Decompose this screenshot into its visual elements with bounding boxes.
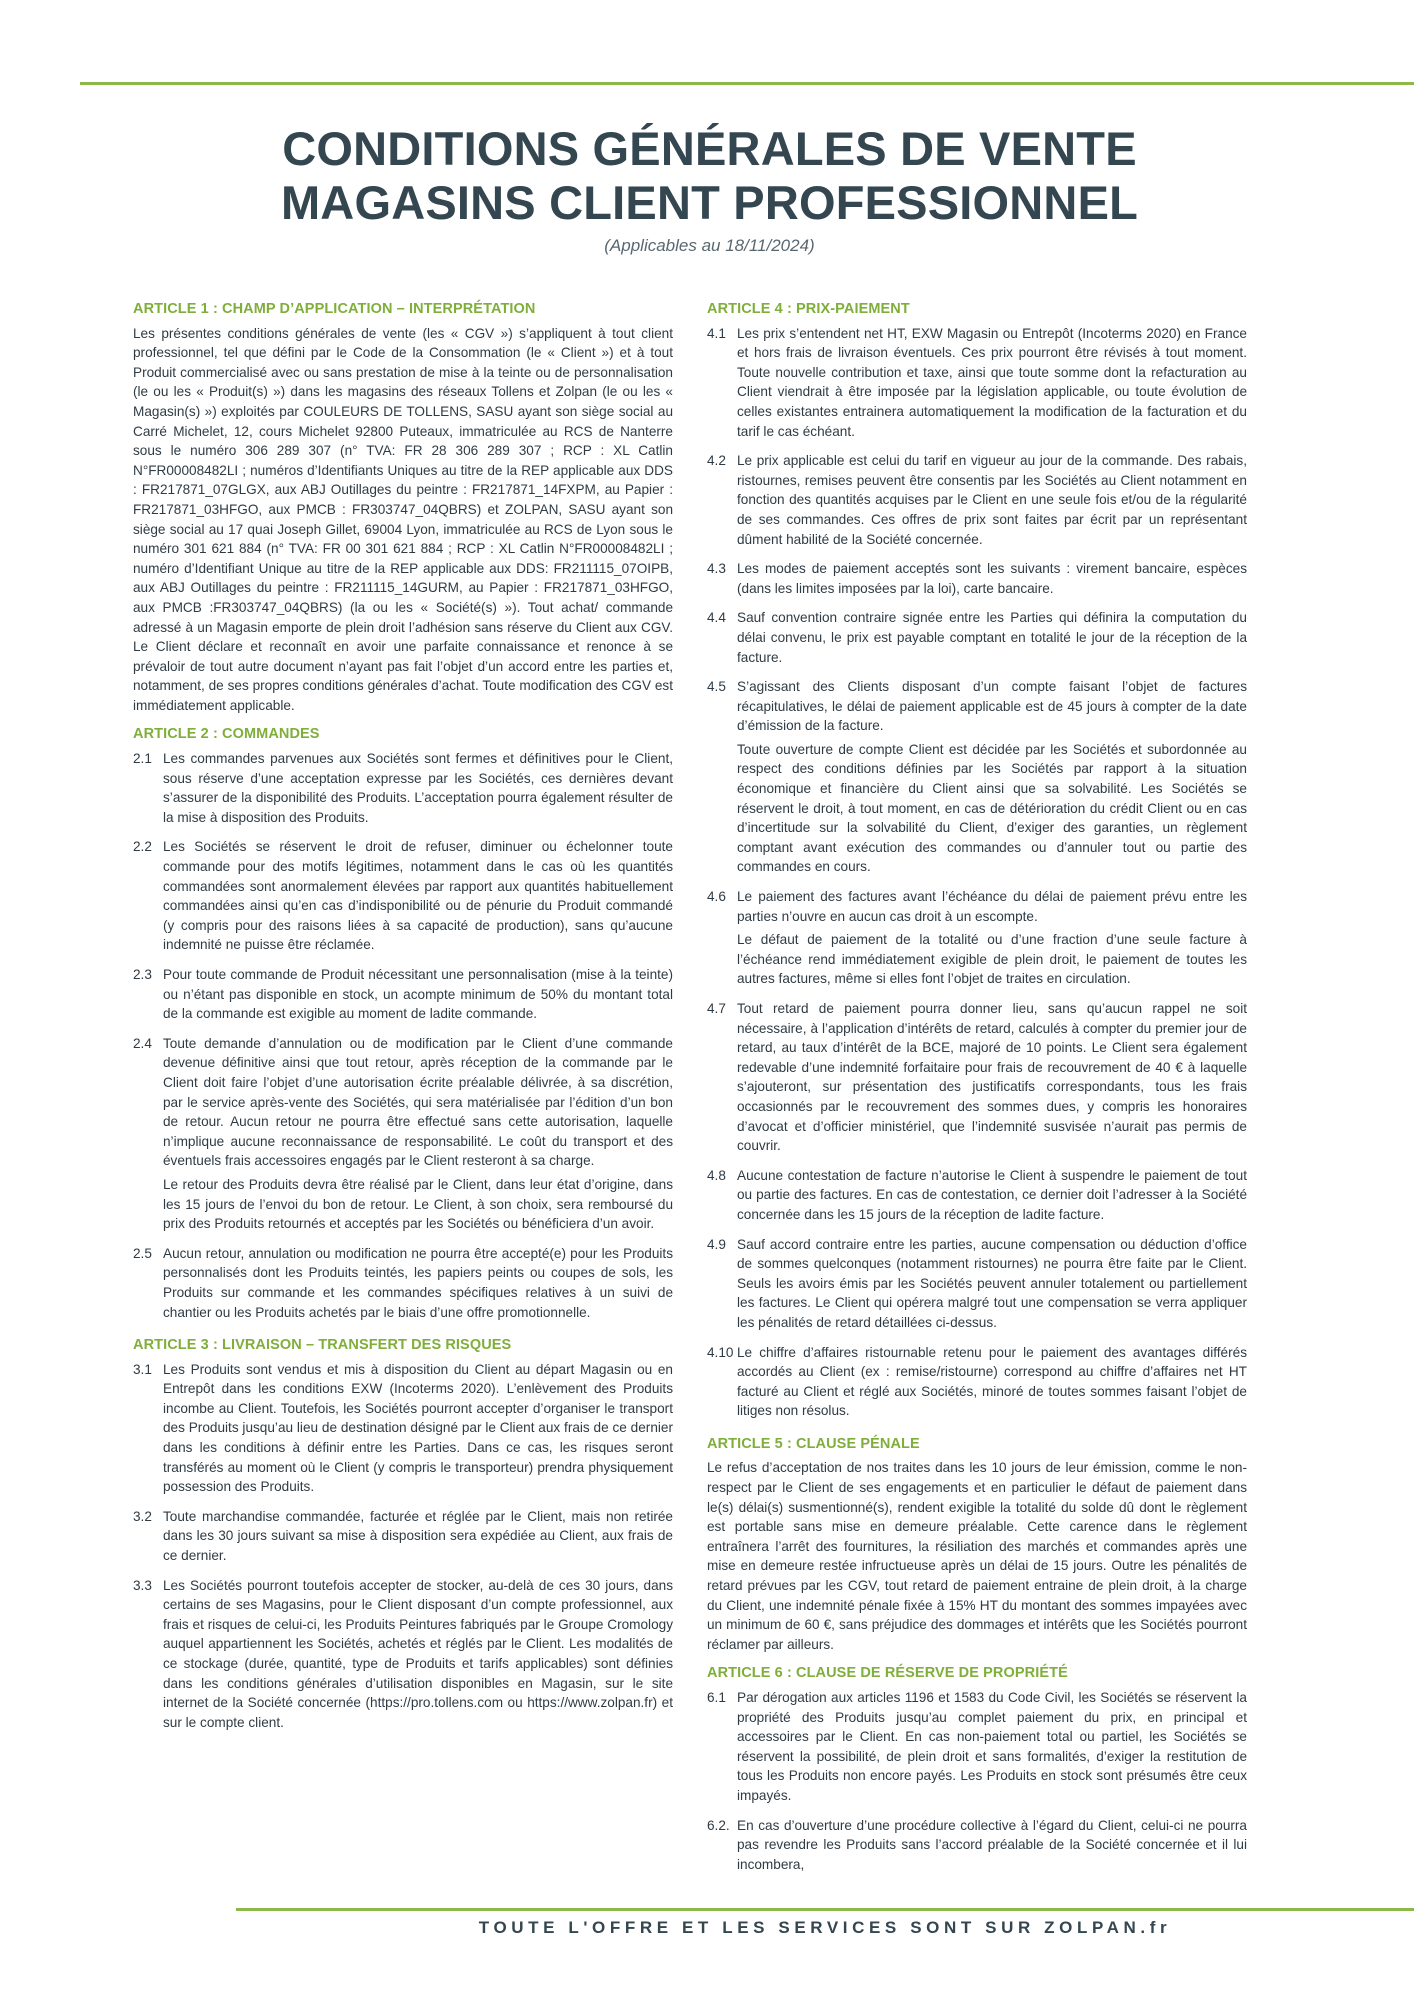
clause-text: Les Produits sont vendus et mis à disposition du Client au départ Magasin ou en Entrepôt dans les conditions EXW (Incoterms 2020). L’enlèvement des Produits incombe au Client. Toutefois, les Sociétés pourront accepter d’organiser le transport des Produits jusqu’au lieu de destination désigné par le Client aux frais de ce dernier dans les conditions à définir entre les Parties. Dans ce cas, les risques seront transférés au moment où le Client (y compris le transporteur) prendra physiquement possession des Produits. (163, 1361, 673, 1495)
article-paragraph: Le refus d’acceptation de nos traites dans les 10 jours de leur émission, comme le non-respect par le Client de ses engagements et en particulier le défaut de paiement dans le(s) délai(s) susmentionné(s), rendent exigible la totalité du solde dû dont le règlement est portable sans mise en demeure préalable. Cette carence dans le règlement entraînera l’arrêt des fournitures, la résiliation des marchés et commandes après une mise en demeure restée infructueuse après un délai de 15 jours. Outre les pénalités de retard prévues par les CGV, tout retard de paiement entraine de plein droit, à la charge du Client, une indemnité pénale fixée à 15% HT du montant des sommes impayées avec un minimum de 60 €, sans préjudice des dommages et intérêts que les Sociétés pourront réclamer par ailleurs. (707, 1460, 1247, 1652)
clause-item (133, 1576, 673, 1737)
bottom-divider (236, 1908, 1414, 1911)
clause-body (163, 1034, 673, 1238)
clause-item (707, 451, 1247, 553)
clause-text: Sauf convention contraire signée entre les Parties qui définira la computation du délai convenu, le prix est payable comptant en totalité le jour de la réception de la facture. (737, 610, 1247, 665)
clause-number: 4.1 (707, 325, 726, 341)
clause-body (163, 1244, 673, 1326)
clause-body (163, 837, 673, 959)
clause-number: 4.8 (707, 1167, 726, 1183)
clause-text: Les prix s’entendent net HT, EXW Magasin ou Entrepôt (Incoterms 2020) en France et hors frais de livraison éventuels. Ces prix pourront être révisés à tout moment. Toute nouvelle contribution et taxe, ainsi que toute somme dont la refacturation au Client viendrait à être imposée par la législation applicable, ou toute évolution de celles existantes entrainera automatiquement la modification de la facturation et du tarif le cas échéant. (737, 325, 1247, 439)
article-title: ARTICLE 2 : COMMANDES (133, 726, 320, 743)
clause-body (163, 749, 673, 831)
article-section (707, 1664, 1247, 1878)
footer-tagline: TOUTE L'OFFRE ET LES SERVICES SONT SUR ZOLPAN.fr (478, 1918, 1172, 1937)
clause-body (737, 559, 1247, 602)
clause-number: 4.5 (707, 679, 726, 695)
clause-item (707, 677, 1247, 881)
clause-body (737, 1166, 1247, 1229)
clause-text: Les Sociétés pourront toutefois accepter de stocker, au-delà de ces 30 jours, dans certains de ses Magasins, pour le Client disposant d’un compte professionnel, aux frais et risques de celui-ci, les Produits Peintures fabriqués par le Groupe Cromology auquel appartiennent les Sociétés, achetés et réglés par le Client. Les modalités de ce stockage (durée, quantité, type de Produits et tarifs applicables) sont définies dans les conditions générales d’utilisation disponibles en Magasin, sur le site internet de la Société concernée (https://pro.tollens.com ou https://www.zolpan.fr) et sur le compte client. (163, 1577, 673, 1730)
clause-number: 4.4 (707, 610, 726, 626)
clause-item (707, 1343, 1247, 1425)
clause-number: 2.1 (133, 751, 152, 767)
article-section (133, 1336, 673, 1736)
clause-text: Le chiffre d’affaires ristournable retenu pour le paiement des avantages différés accordés au Client (ex : remise/ristourne) correspond au chiffre d’affaires net HT facturé au Client et réglé aux Sociétés, minoré de toutes sommes faisant l’objet de litiges non résolus. (737, 1344, 1247, 1419)
right-column (707, 300, 1247, 1888)
clause-body (737, 1688, 1247, 1810)
article-section (133, 300, 673, 715)
clause-number: 6.2. (707, 1817, 730, 1833)
clause-item (133, 1034, 673, 1238)
clause-number: 3.1 (133, 1361, 152, 1377)
clause-item (707, 608, 1247, 671)
article-title: ARTICLE 6 : CLAUSE DE RÉSERVE DE PROPRIÉTÉ (707, 1665, 1068, 1682)
clause-body (163, 1507, 673, 1570)
clause-number: 4.9 (707, 1236, 726, 1252)
clause-text: Le prix applicable est celui du tarif en vigueur au jour de la commande. Des rabais, ristournes, remises peuvent être consentis par les Sociétés au Client notamment en fonction des quantités acquises par le Client en une seule fois et/ou de la régularité de ses commandes. Ces offres de prix sont faites par écrit par un représentant dûment habilité de la Société concernée. (737, 453, 1247, 547)
clause-item (133, 837, 673, 959)
clause-body (737, 451, 1247, 553)
clause-item (133, 1244, 673, 1326)
clause-body (737, 1816, 1247, 1879)
clause-number: 3.2 (133, 1508, 152, 1524)
title-line-2: MAGASINS CLIENT PROFESSIONNEL (280, 176, 1139, 229)
clause-item (707, 1166, 1247, 1229)
clause-text: S’agissant des Clients disposant d’un compte faisant l’objet de factures récapitulatives, le délai de paiement applicable est de 45 jours à compter de la date d’émission de la facture. (737, 679, 1247, 734)
clause-item (707, 324, 1247, 446)
document-header (0, 122, 1419, 256)
clause-number: 4.6 (707, 889, 726, 905)
clause-item (707, 999, 1247, 1160)
clause-item (707, 887, 1247, 993)
clause-text: Aucune contestation de facture n’autorise le Client à suspendre le paiement de tout ou partie des factures. En cas de contestation, ce dernier doit l’adresser à la Société concernée dans les 15 jours de la réception de ladite facture. (737, 1167, 1247, 1222)
clause-item (133, 749, 673, 831)
document-title (0, 122, 1419, 230)
clause-text: Toute marchandise commandée, facturée et réglée par le Client, mais non retirée dans les 30 jours suivant sa mise à disposition sera expédiée au Client, aux frais de ce dernier. (163, 1508, 673, 1564)
clause-text: Le défaut de paiement de la totalité ou d’une fraction d’une seule facture à l’échéance rend immédiatement exigible de plein droit, le paiement de toutes les autres factures, même si elles font l’objet de traites en circulation. (737, 932, 1247, 987)
clause-item (707, 1688, 1247, 1810)
clause-text: Pour toute commande de Produit nécessitant une personnalisation (mise à la teinte) ou n’étant pas disponible en stock, un acompte minimum de 50% du montant total de la commande est exigible au moment de ladite commande. (163, 967, 673, 1022)
clause-body (737, 608, 1247, 671)
clause-item (133, 1507, 673, 1570)
clause-item (707, 1816, 1247, 1879)
article-title: ARTICLE 4 : PRIX-PAIEMENT (707, 301, 910, 317)
clause-text: Le retour des Produits devra être réalisé par le Client, dans leur état d’origine, dans les 15 jours de l’envoi du bon de retour. Le Client, à son choix, sera remboursé du prix des Produits retournés et acceptés par les Sociétés ou bénéficiera d’un avoir. (163, 1176, 673, 1232)
clause-number: 2.2 (133, 839, 152, 855)
clause-text: Tout retard de paiement pourra donner lieu, sans qu’aucun rappel ne soit nécessaire, à l’application d’intérêts de retard, calculés à compter du premier jour de retard, au taux d’intérêt de la BCE, majoré de 10 points. Le Client sera également redevable d’une indemnité forfaitaire pour frais de recouvrement de 40 € à laquelle s’ajouteront, sur présentation des justificatifs correspondants, tous les frais occasionnés par le recouvrement des sommes dues, y compris les honoraires d’avocat et d’officier ministériel, que l’indemnité susvisée n’aurait pas permis de couvrir. (737, 1001, 1247, 1154)
clause-number: 2.5 (133, 1245, 152, 1261)
clause-body (163, 965, 673, 1028)
clause-body (163, 1576, 673, 1737)
clause-item (133, 1360, 673, 1501)
clause-number: 4.7 (707, 1001, 726, 1016)
document-subtitle: (Applicables au 18/11/2024) (604, 236, 815, 255)
clause-number: 3.3 (133, 1577, 152, 1593)
clause-text: Toute demande d’annulation ou de modification par le Client d’une commande devenue définitive ainsi que tout retour, après réception de la commande par le Client doit faire l’objet d’une autorisation écrite préalable délivrée, à sa discrétion, par le service après-vente des Sociétés, qui sera matérialisée par l’édition d’un bon de retour. Aucun retour ne pourra être effectué sans cette autorisation, laquelle n’implique aucune reconnaissance de responsabilité. Le coût du transport et des éventuels frais accessoires engagés par le Client resteront à sa charge. (163, 1035, 673, 1169)
article-section (133, 725, 673, 1326)
clause-text: En cas d’ouverture d’une procédure collective à l’égard du Client, celui-ci ne pourra pas revendre les Produits sans l’accord préalable de la Société concernée et il lui incombera, (737, 1817, 1247, 1872)
clause-number: 6.1 (707, 1690, 726, 1705)
clause-body (163, 1360, 673, 1501)
article-title: ARTICLE 1 : CHAMP D’APPLICATION – INTERPRÉTATION (133, 301, 536, 317)
clause-item (707, 1235, 1247, 1337)
clause-number: 4.10 (707, 1344, 734, 1360)
clause-body (737, 1235, 1247, 1337)
clause-text: Les modes de paiement acceptés sont les suivants : virement bancaire, espèces (dans les limites imposées par la loi), carte bancaire. (737, 561, 1247, 596)
clause-text: Toute ouverture de compte Client est décidée par les Sociétés et subordonnée au respect des conditions définies par les Sociétés par rapport à la situation économique et financière du Client ainsi que sa solvabilité. Les Sociétés se réservent le droit, à tout moment, en cas de détérioration du crédit Client ou en cas d’incertitude sur la solvabilité du Client, d’exiger des garanties, un règlement comptant avant exécution des commandes ou d’annuler tout ou partie des commandes en cours. (737, 741, 1247, 875)
article-title: ARTICLE 3 : LIVRAISON – TRANSFERT DES RISQUES (133, 1337, 512, 1354)
clause-number: 2.4 (133, 1035, 152, 1051)
clause-number: 4.3 (707, 561, 726, 577)
clause-body (737, 887, 1247, 993)
clause-text: Par dérogation aux articles 1196 et 1583 du Code Civil, les Sociétés se réservent la propriété des Produits jusqu’au complet paiement du prix, en principal et accessoires par le Client. En cas non-paiement total ou partiel, les Sociétés se réservent la possibilité, de plein droit et sans formalités, d’exiger la restitution de tous les Produits non encore payés. Les Produits en stock sont présumés être ceux impayés. (737, 1690, 1247, 1803)
clause-body (737, 1343, 1247, 1425)
clause-text: Les Sociétés se réservent le droit de refuser, diminuer ou échelonner toute commande pour des motifs légitimes, notamment dans le cas où les quantités commandées sont anormalement élevées par rapport aux quantités habituellement commandées ainsi qu’en cas d’indisponibilité ou de pénurie du Produit commandé (y compris pour des raisons liées à sa capacité de production), sans qu’aucune indemnité ne puisse être réclamée. (163, 839, 673, 953)
left-column (133, 300, 673, 1746)
clause-item (133, 965, 673, 1028)
article-title: ARTICLE 5 : CLAUSE PÉNALE (707, 1435, 920, 1452)
clause-body (737, 677, 1247, 881)
clause-text: Aucun retour, annulation ou modification ne pourra être accepté(e) pour les Produits personnalisés dont les Produits teintés, les papiers peints ou coupes de sols, les Produits sur commande et les commandes spécifiques relatives à un suivi de chantier ou les Produits achetés par le biais d’une offre promotionnelle. (163, 1245, 673, 1320)
clause-text: Le paiement des factures avant l’échéance du délai de paiement prévu entre les parties n’ouvre en aucun cas droit à un escompte. (737, 889, 1247, 924)
clause-body (737, 324, 1247, 446)
clause-text: Sauf accord contraire entre les parties, aucune compensation ou déduction d’office de sommes quelconques (notamment ristournes) ne pourra être faite par le Client. Seuls les avoirs émis par les Sociétés peuvent annuler totalement ou partiellement les factures. Le Client qui opérera malgré tout une compensation se verra appliquer les pénalités de retard détaillées ci-dessus. (737, 1236, 1247, 1330)
clause-item (707, 559, 1247, 602)
top-divider (80, 82, 1414, 85)
article-section (707, 1435, 1247, 1655)
article-paragraph: Les présentes conditions générales de vente (les « CGV ») s’appliquent à tout client professionnel, tel que défini par le Code de la Consommation (le « Client ») et à tout Produit commercialisé avec ou sans prestation de mise à la teinte ou de personnalisation (le ou les « Produit(s) ») dans les magasins des réseaux Tollens et Zolpan (le ou les « Magasin(s) ») exploités par COULEURS DE TOLLENS, SASU ayant son siège social au Carré Michelet, 12, cours Michelet 92800 Puteaux, immatriculée au RCS de Nanterre sous le numéro 306 289 307 (n° TVA: FR 28 306 289 307 ; RCP : XL Catlin N°FR00008482LI ; numéros d’Identifiants Uniques au titre de la REP applicable aux DDS : FR217871_07GLGX, aux ABJ Outillages du peintre : FR217871_14FXPM, au Papier : FR217871_03HFGO, aux PMCB : FR303747_04QBRS) et ZOLPAN, SASU ayant son siège social au 17 quai Joseph Gillet, 69004 Lyon, immatriculée au RCS de Lyon sous le numéro 301 621 884 (n° TVA: FR 00 301 621 884 ; RCP : XL Catlin N°FR00008482LI ; numéro d’Identifiant Unique au titre de la REP applicable aux DDS: FR211115_07OIPB, aux ABJ Outillages du peintre : FR211115_14GURM, au Papier : FR217871_03HFGO, aux PMCB :FR303747_04QBRS) (la ou les « Société(s) »). Tout achat/ commande adressé à un Magasin emporte de plein droit l’adhésion sans réserve du Client aux CGV. Le Client déclare et reconnaît en avoir une parfaite connaissance et renonce à se prévaloir de tout autre document n’ayant pas fait l’objet d’un accord entre les parties et, notamment, de ses propres conditions générales d’achat. Toute modification des CGV est immédiatement applicable. (133, 325, 673, 713)
clause-number: 4.2 (707, 453, 726, 469)
article-section (707, 300, 1247, 1425)
title-line-1: CONDITIONS GÉNÉRALES DE VENTE (282, 122, 1137, 175)
clause-text: Les commandes parvenues aux Sociétés sont fermes et définitives pour le Client, sous réserve d’une acceptation expresse par les Sociétés, ces dernières devant s’assurer de la disponibilité des Produits. L’acceptation pourra également résulter de la mise à disposition des Produits. (163, 751, 673, 825)
clause-body (737, 999, 1247, 1160)
clause-number: 2.3 (133, 967, 152, 982)
